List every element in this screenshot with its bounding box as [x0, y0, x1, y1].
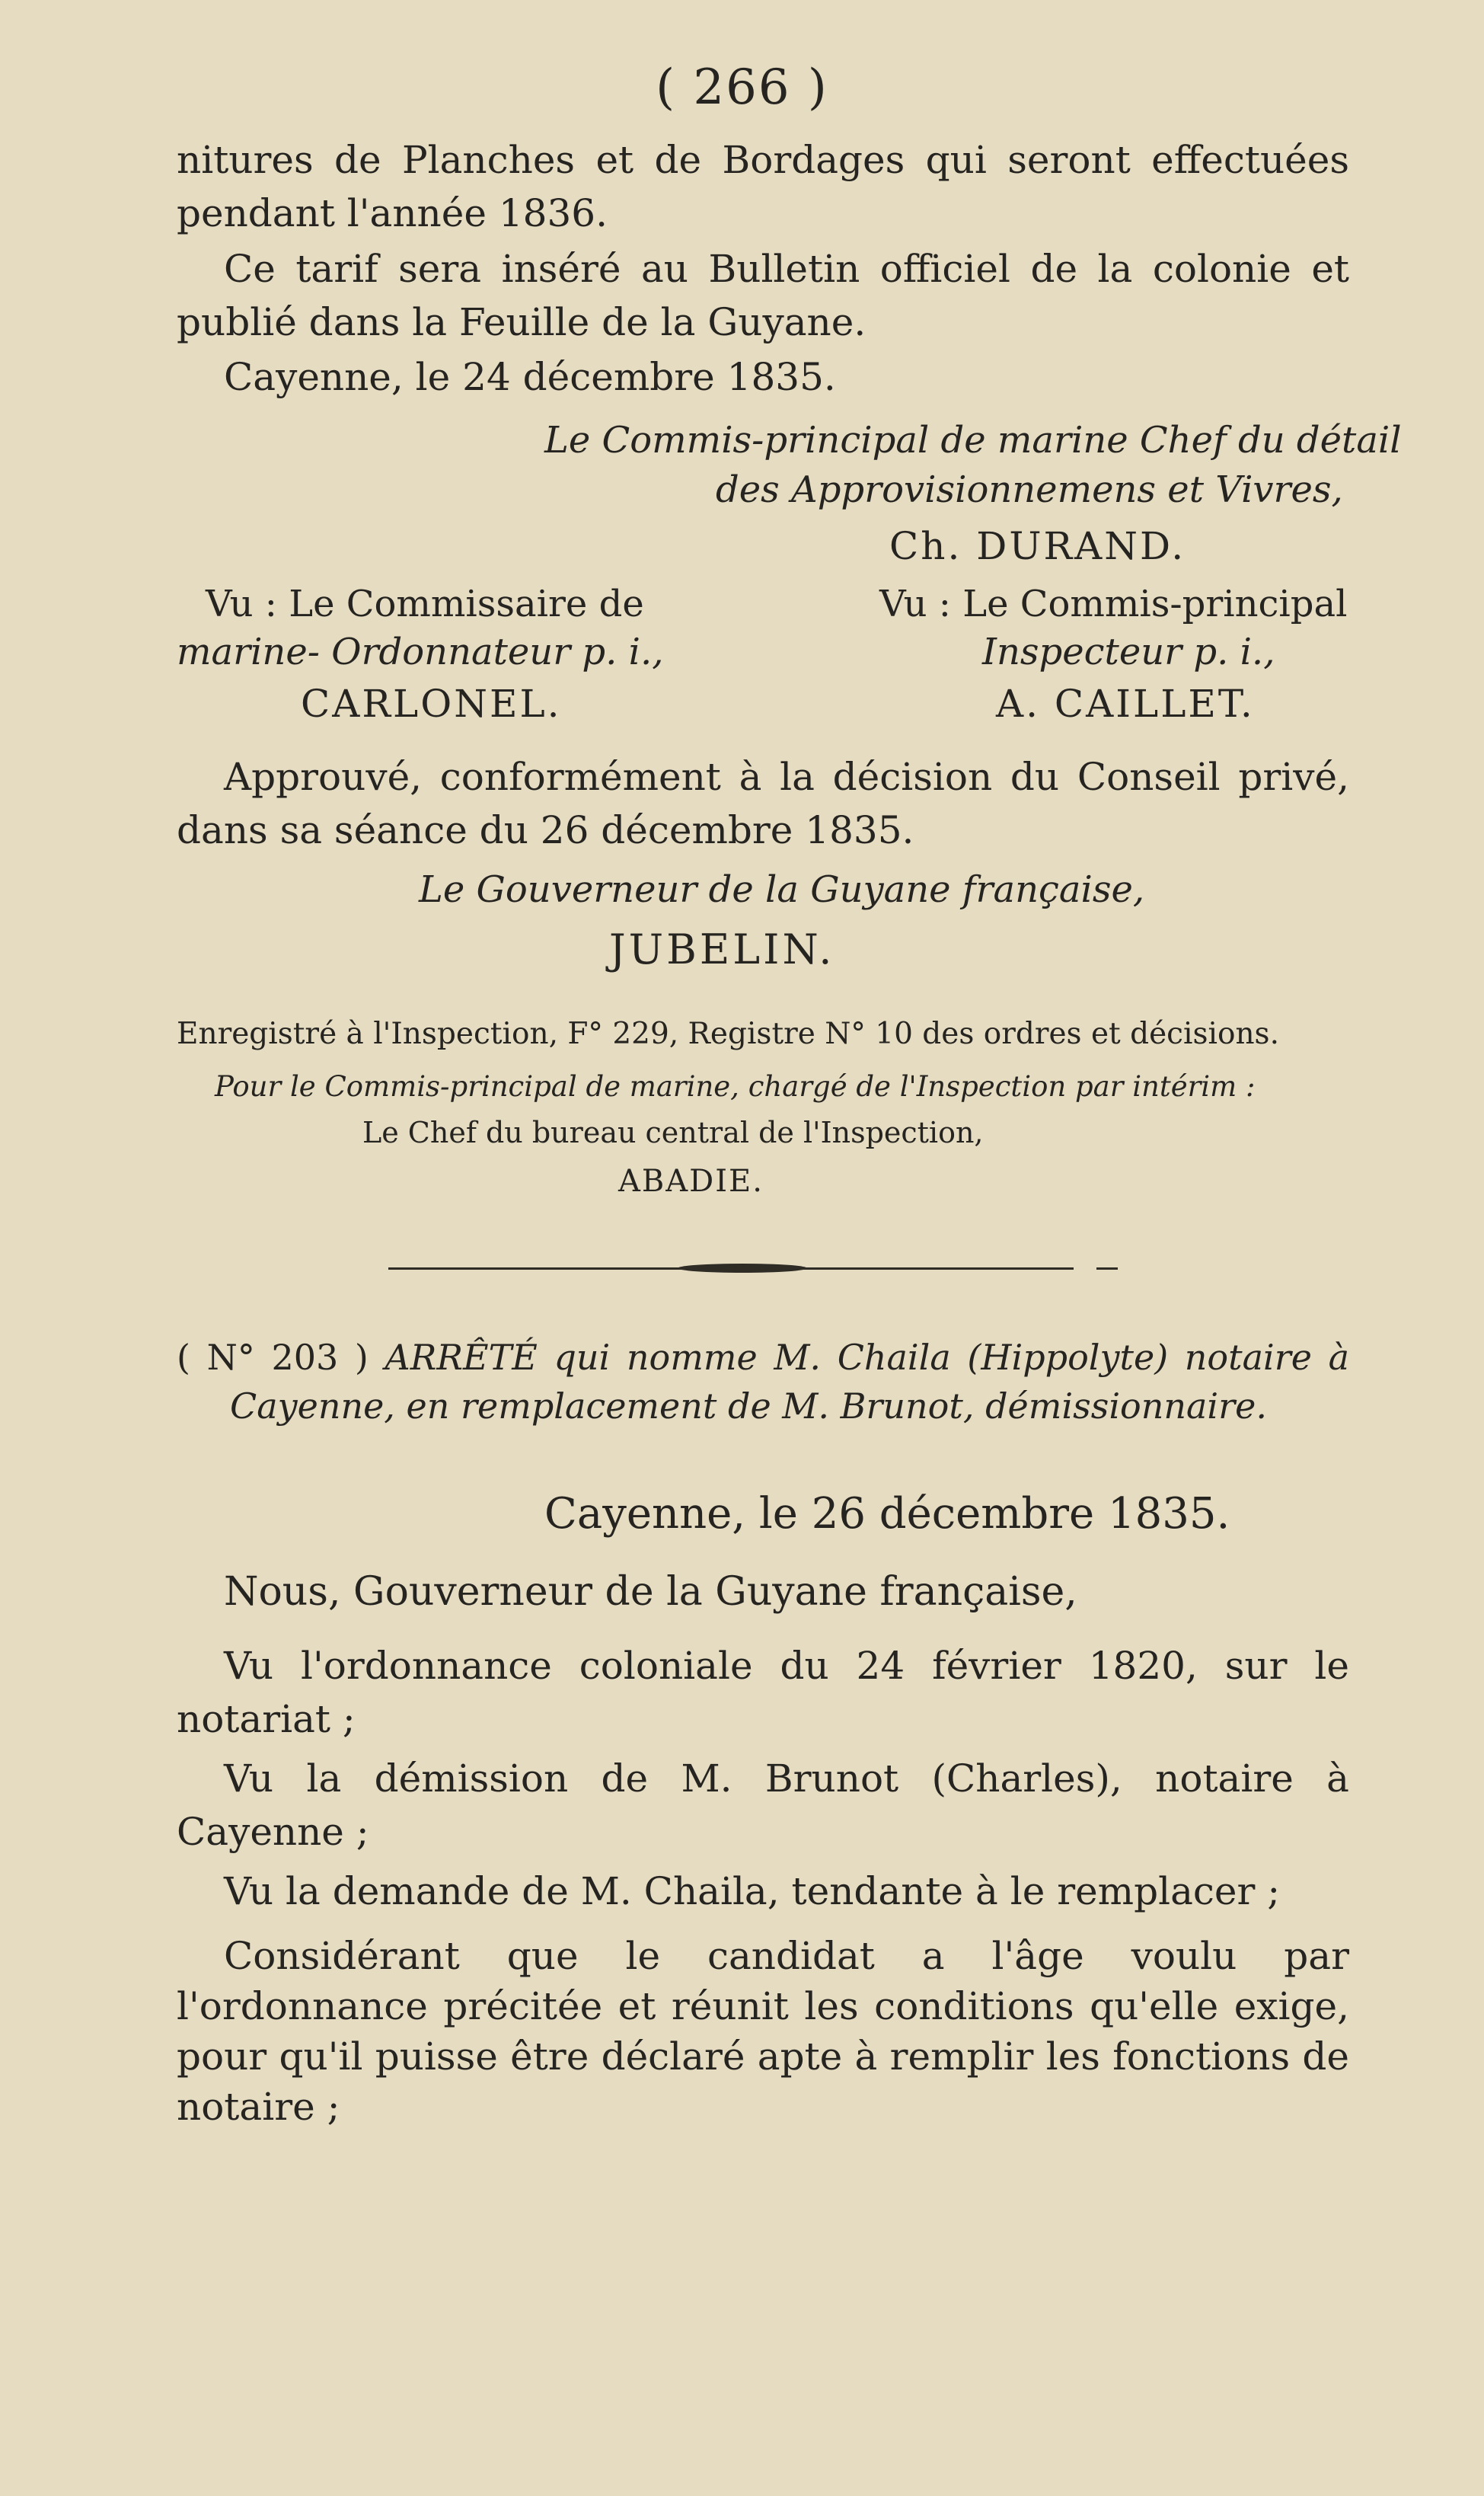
vu-right-name: A. CAILLET.: [996, 682, 1255, 726]
vu-left-name: CARLONEL.: [301, 682, 562, 726]
pour-line: Pour le Commis-principal de marine, chargé de l'Inspection par intérim :: [215, 1070, 1256, 1103]
date-line: Cayenne, le 24 décembre 1835.: [224, 355, 836, 399]
nous-line: Nous, Gouverneur de la Guyane française,: [224, 1569, 1077, 1615]
signature-name: Ch. DURAND.: [889, 524, 1186, 568]
page-number: ( 266 ): [656, 59, 828, 116]
chef-line: Le Chef du bureau central de l'Inspection,: [362, 1116, 984, 1149]
vu-right-line2: Inspecteur p. i.,: [982, 631, 1275, 673]
vu-ordonnance: Vu l'ordonnance coloniale du 24 février 1820, sur le notariat ;: [177, 1644, 1349, 1741]
vu-left-line1: Vu : Le Commissaire de: [206, 583, 644, 625]
arrete-heading: [177, 1333, 1349, 1430]
registration-line: Enregistré à l'Inspection, F° 229, Registre N° 10 des ordres et décisions.: [177, 1017, 1279, 1051]
governor-title: Le Gouverneur de la Guyane française,: [419, 868, 1145, 911]
vu-left-line2: marine- Ordonnateur p. i.,: [177, 631, 664, 673]
signature-title-line2: des Approvisionnemens et Vivres,: [716, 468, 1343, 511]
arrete-title: ARRÊTÉ qui nomme M. Chaila (Hippolyte) notaire à Cayenne, en remplacement de M. Brunot, démissionnaire.: [230, 1337, 1349, 1427]
ornamental-rule: [388, 1263, 1119, 1274]
vu-right-line1: Vu : Le Commis-principal: [879, 583, 1348, 625]
governor-name: JUBELIN.: [609, 925, 835, 973]
vu-demande: Vu la demande de M. Chaila, tendante à le remplacer ;: [224, 1869, 1281, 1913]
abadie-signature: ABADIE.: [618, 1164, 764, 1199]
considerant-paragraph: Considérant que le candidat a l'âge voulu par l'ordonnance précitée et réunit les conditions qu'elle exige, pour qu'il puisse être déclaré apte à remplir les fonctions de notaire ;: [177, 1934, 1349, 2129]
arrete-number: ( N° 203 ): [177, 1337, 369, 1378]
arrete-date: Cayenne, le 26 décembre 1835.: [544, 1489, 1230, 1539]
approval-paragraph: Approuvé, conformément à la décision du Conseil privé, dans sa séance du 26 décembre 1835.: [177, 755, 1349, 852]
vu-demission: Vu la démission de M. Brunot (Charles), notaire à Cayenne ;: [177, 1756, 1349, 1854]
paragraph-continuation: nitures de Planches et de Bordages qui seront effectuées pendant l'année 1836.: [177, 138, 1349, 235]
signature-title-line1: Le Commis-principal de marine Chef du détail: [544, 419, 1402, 462]
paragraph-tarif: Ce tarif sera inséré au Bulletin officiel de la colonie et publié dans la Feuille de la Guyane.: [177, 247, 1349, 344]
